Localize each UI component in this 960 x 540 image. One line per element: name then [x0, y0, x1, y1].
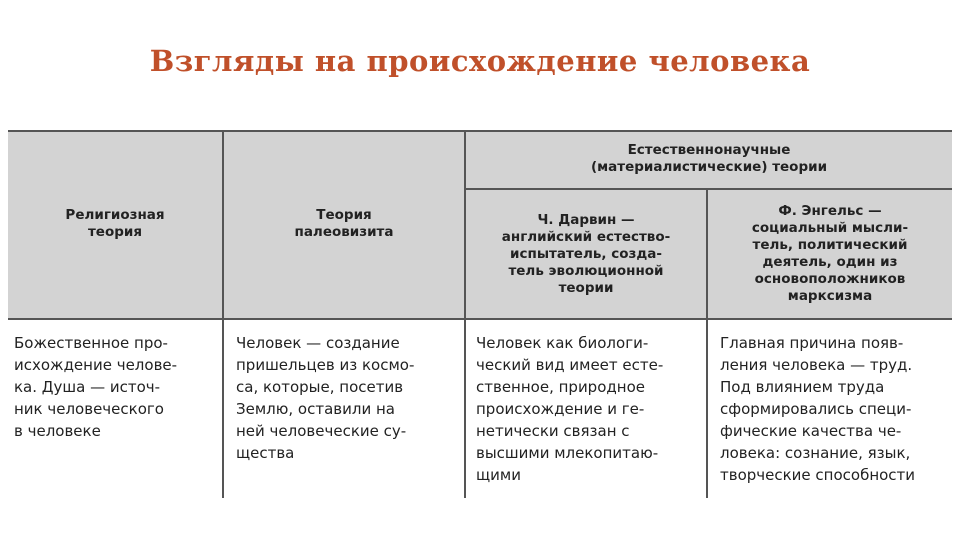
cell-religious: Божественное про- исхождение челове- ка. Душа — источ- ник человеческого в человеке — [14, 334, 178, 440]
header-paleovisit-cell — [224, 130, 464, 318]
header-religious-cell — [8, 130, 222, 318]
header-natural-cell — [466, 130, 952, 188]
header-engels-cell — [708, 190, 952, 318]
cell-paleovisit: Человек — создание пришельцев из космо- са, которые, посетив Землю, оставили на ней человеческие су- щества — [236, 334, 415, 462]
cell-darwin: Человек как биологи- ческий вид имеет есте- ственное, природное происхождение и ге- нетически связан с высшими млекопитаю- щими — [476, 334, 664, 484]
header-darwin: Ч. Дарвин — английский естество- испытатель, созда- тель эволюционной теории — [501, 211, 671, 296]
header-darwin-cell — [466, 190, 706, 318]
header-paleovisit: Теория палеовизита — [294, 207, 394, 240]
page-title: Взгляды на происхождение человека — [149, 44, 811, 78]
header-natural-theories: Естественнонаучные (материалистические) теории — [590, 142, 828, 175]
header-religious: Религиозная теория — [65, 207, 165, 240]
header-bottom-border — [8, 318, 952, 320]
header-engels: Ф. Энгельс — социальный мысли- тель, политический деятель, один из основоположников марксизма — [751, 203, 909, 304]
theories-table — [8, 130, 952, 498]
cell-engels: Главная причина появ- ления человека — труд. Под влиянием труда сформировались специ- фические качества че- ловека: сознание, язык, творческие способности — [720, 334, 916, 484]
